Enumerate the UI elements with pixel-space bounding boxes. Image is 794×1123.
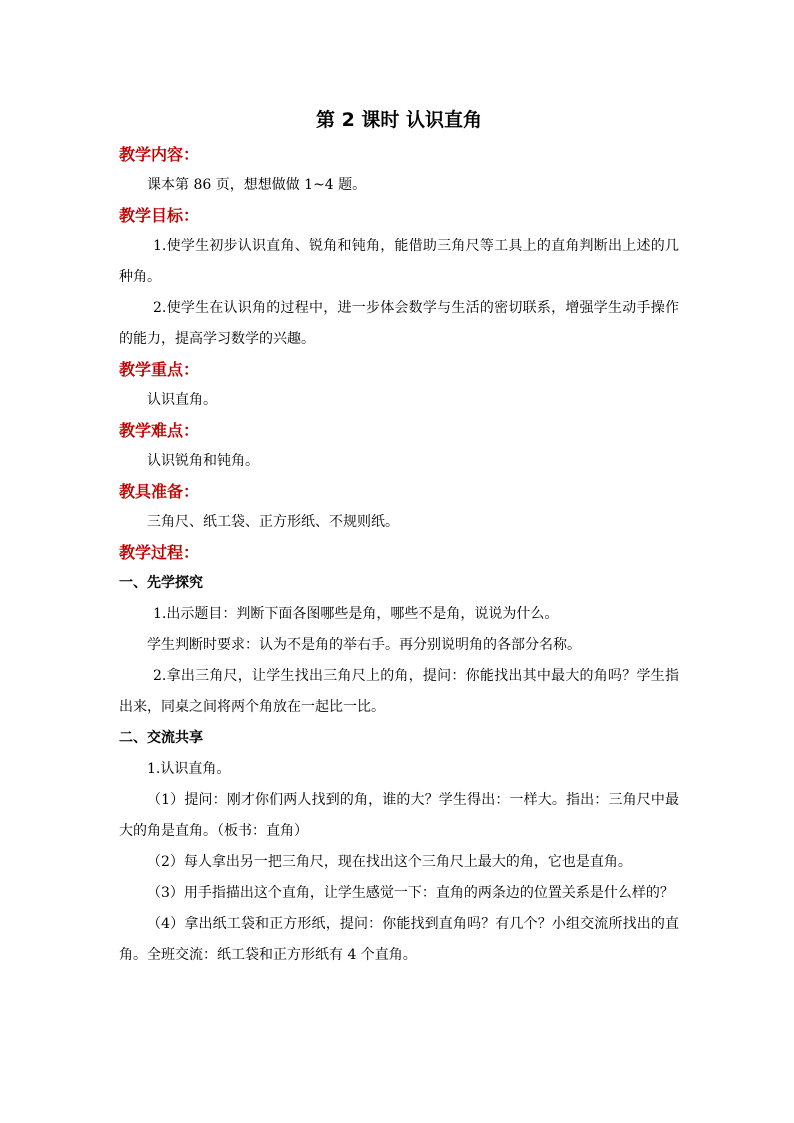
materials-heading: 教具准备： (119, 482, 200, 501)
section-title-share: 二、交流共享 (119, 730, 203, 746)
difficulty-text: 认识锐角和钝角。 (147, 453, 259, 469)
share-item-3: （2）每人拿出另一把三角尺，现在找出这个三角尺上最大的角，它也是直角。 (147, 854, 632, 870)
materials-text: 三角尺、纸工袋、正方形纸、不规则纸。 (147, 514, 399, 530)
share-item-4: （3）用手指描出这个直角，让学生感觉一下：直角的两条边的位置关系是什么样的？ (147, 885, 674, 901)
section-title-explore: 一、先学探究 (119, 575, 203, 591)
share-item-2: （1）提问：刚才你们两人找到的角，谁的大？学生得出：一样大。指出：三角尺中最大的角是直角。（板书：直角） (119, 792, 679, 839)
process-heading: 教学过程： (119, 543, 200, 562)
share-item-5: （4）拿出纸工袋和正方形纸，提问：你能找到直角吗？有几个？小组交流所找出的直角。全班交流：纸工袋和正方形纸有 4 个直角。 (119, 916, 679, 963)
key-point-text: 认识直角。 (147, 392, 217, 408)
key-point-heading: 教学重点： (119, 360, 200, 379)
document-page (119, 100, 679, 971)
share-item-1: 1.认识直角。 (147, 761, 231, 777)
difficulty-heading: 教学难点： (119, 421, 200, 440)
objectives-heading: 教学目标： (119, 206, 200, 225)
explore-item-2: 学生判断时要求：认为不是角的举右手。再分别说明角的各部分名称。 (147, 637, 581, 653)
lesson-title: 第 2 课时 认识直角 (315, 109, 483, 131)
objective-item-1: 1.使学生初步认识直角、锐角和钝角，能借助三角尺等工具上的直角判断出上述的几种角。 (119, 238, 679, 285)
content-heading: 教学内容： (119, 145, 200, 164)
explore-item-1: 1.出示题目：判断下面各图哪些是角，哪些不是角，说说为什么。 (153, 606, 559, 622)
content-text: 课本第 86 页，想想做做 1~4 题。 (147, 177, 367, 193)
explore-item-3: 2.拿出三角尺，让学生找出三角尺上的角，提问：你能找出其中最大的角吗？学生指出来，同桌之间将两个角放在一起比一比。 (119, 668, 679, 715)
objective-item-2: 2.使学生在认识角的过程中，进一步体会数学与生活的密切联系，增强学生动手操作的能力，提高学习数学的兴趣。 (119, 300, 679, 347)
